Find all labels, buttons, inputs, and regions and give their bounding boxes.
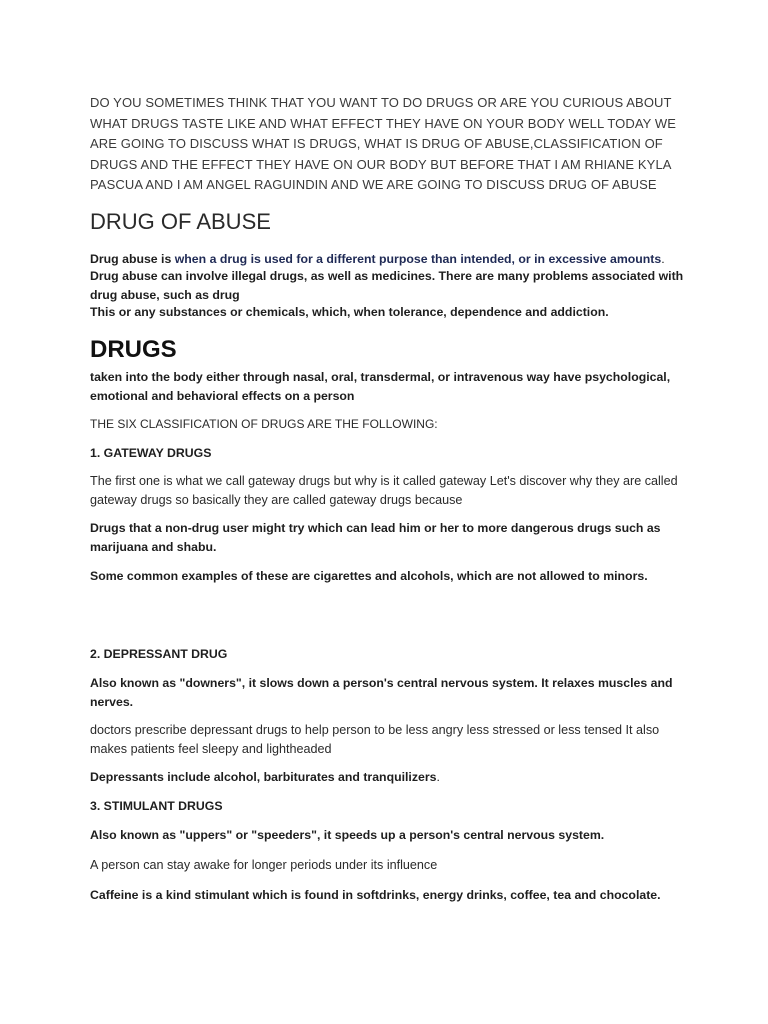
drug-abuse-substances: This or any substances or chemicals, which, when tolerance, dependence and addiction. (90, 305, 609, 319)
intro-paragraph: DO YOU SOMETIMES THINK THAT YOU WANT TO DO DRUGS OR ARE YOU CURIOUS ABOUT WHAT DRUGS TASTE LIKE AND WHAT EFFECT THEY HAVE ON YOUR BODY WELL TODAY WE ARE GOING TO DISCUSS WHAT IS DRUGS, WHAT IS DRUG OF ABUSE,CLASSIFICATION OF DRUGS AND THE EFFECT THEY HAVE ON OUR BODY BUT BEFORE THAT I AM RHIANE KYLA PASCUA AND I AM ANGEL RAGUINDIN AND WE ARE GOING TO DISCUSS DRUG OF ABUSE (90, 95, 677, 192)
gateway-title: 1. GATEWAY DRUGS (90, 446, 212, 460)
depressant-paragraph-2: doctors prescribe depressant drugs to help person to be less angry less stressed or less tensed It also makes patients feel sleepy and lightheaded (90, 723, 660, 756)
gateway-paragraph-3: Some common examples of these are cigarettes and alcohols, which are not allowed to minors. (90, 569, 648, 583)
stimulant-title: 3. STIMULANT DRUGS (90, 799, 223, 813)
gateway-paragraph-2: Drugs that a non-drug user might try which can lead him or her to more dangerous drugs such as marijuana and shabu. (90, 521, 661, 554)
heading-drugs: DRUGS (90, 336, 177, 363)
definition-period: . (661, 252, 665, 266)
gateway-paragraph-1: The first one is what we call gateway drugs but why is it called gateway Let's discover why they are called gateway drugs so basically they are called gateway drugs because (90, 474, 678, 507)
depressants-list: Depressants include alcohol, barbiturates and tranquilizers (90, 770, 437, 784)
drugs-definition: taken into the body either through nasal, oral, transdermal, or intravenous way have psychological, emotional and behavioral effects on a person (90, 370, 671, 403)
stimulant-paragraph-1: Also known as "uppers" or "speeders", it speeds up a person's central nervous system. (90, 828, 605, 842)
classification-intro: THE SIX CLASSIFICATION OF DRUGS ARE THE FOLLOWING: (90, 417, 438, 431)
depressant-title: 2. DEPRESSANT DRUG (90, 647, 228, 661)
drug-abuse-definition (90, 250, 690, 269)
depressants-period: . (436, 770, 440, 784)
depressant-paragraph-3 (90, 768, 690, 787)
drug-abuse-problems: Drug abuse can involve illegal drugs, as well as medicines. There are many problems associated with drug abuse, such as drug (90, 269, 684, 302)
stimulant-paragraph-3: Caffeine is a kind stimulant which is found in softdrinks, energy drinks, coffee, tea and chocolate. (90, 888, 661, 902)
definition-highlight: when a drug is used for a different purpose than intended, or in excessive amounts (174, 252, 662, 266)
stimulant-paragraph-2: A person can stay awake for longer periods under its influence (90, 858, 438, 872)
depressant-paragraph-1: Also known as "downers", it slows down a person's central nervous system. It relaxes muscles and nerves. (90, 676, 673, 709)
definition-lead: Drug abuse is (90, 252, 175, 266)
heading-drug-of-abuse: DRUG OF ABUSE (90, 209, 271, 234)
